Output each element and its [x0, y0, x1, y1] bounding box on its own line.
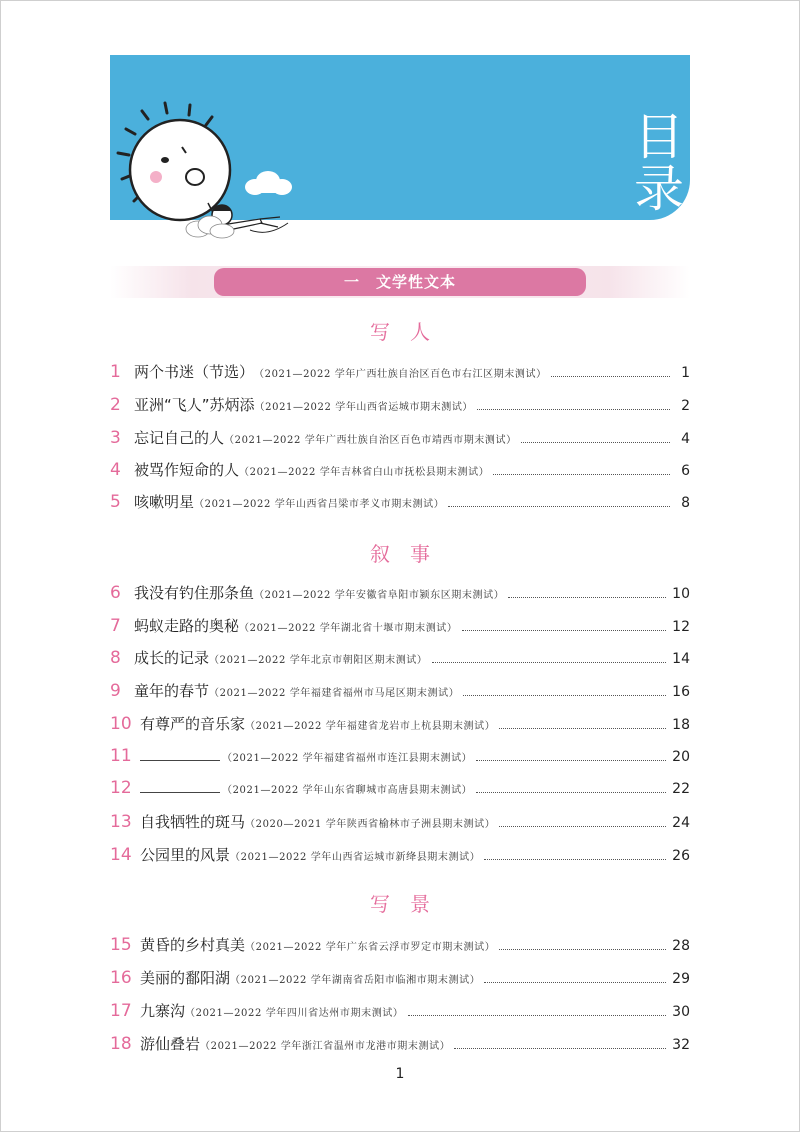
leader-dots	[462, 630, 667, 631]
entry-number: 11	[110, 746, 132, 766]
entry-page: 28	[672, 938, 690, 954]
entry-number: 3	[110, 428, 121, 448]
toc-entry[interactable]	[110, 746, 690, 768]
group-heading-portraits: 写人	[370, 320, 450, 344]
entry-number: 13	[110, 812, 132, 832]
sun-child-illustration	[110, 95, 310, 245]
entry-title: 九寨沟	[140, 1002, 186, 1020]
entry-page: 10	[672, 586, 690, 602]
group-heading-narratives: 叙事	[370, 542, 450, 566]
entry-number: 15	[110, 935, 132, 955]
entry-number: 4	[110, 460, 121, 480]
leader-dots	[521, 442, 670, 443]
entry-source: （2021—2022 学年湖北省十堰市期末测试）	[239, 623, 458, 634]
toc-entry[interactable]	[110, 1033, 690, 1055]
entry-source: （2021—2022 学年山西省吕梁市孝义市期末测试）	[194, 499, 445, 510]
entry-source: （2021—2022 学年山东省聊城市高唐县期末测试）	[222, 785, 473, 796]
toc-entry[interactable]	[110, 680, 690, 702]
entry-page: 29	[672, 971, 690, 987]
entry-number: 12	[110, 778, 132, 798]
entry-title: 忘记自己的人	[134, 429, 225, 447]
entry-title: 公园里的风景	[140, 846, 231, 864]
leader-dots	[508, 597, 666, 598]
leader-dots	[493, 474, 670, 475]
banner-title	[630, 108, 688, 218]
entry-page: 16	[672, 684, 690, 700]
title-blank-line	[140, 778, 220, 793]
entry-page: 6	[681, 463, 690, 479]
entry-number: 9	[110, 681, 121, 701]
entry-page: 14	[672, 651, 690, 667]
toc-entry[interactable]	[110, 934, 690, 956]
toc-entry[interactable]	[110, 778, 690, 800]
entry-number: 14	[110, 845, 132, 865]
entry-page: 18	[672, 717, 690, 733]
toc-entry[interactable]	[110, 491, 690, 513]
entry-page: 30	[672, 1004, 690, 1020]
entry-title: 被骂作短命的人	[134, 461, 240, 479]
toc-entry[interactable]	[110, 361, 690, 383]
entry-page: 22	[672, 781, 690, 797]
entry-title: 两个书迷（节选）	[134, 363, 255, 381]
leader-dots	[463, 695, 666, 696]
entry-source: （2020—2021 学年陕西省榆林市子洲县期末测试）	[245, 819, 496, 830]
entry-source: （2021—2022 学年广西壮族自治区百色市靖西市期末测试）	[224, 435, 517, 446]
leader-dots	[499, 826, 666, 827]
section-title: 一 文学性文本	[214, 268, 586, 296]
entry-source: （2021—2022 学年山西省运城市期末测试）	[254, 402, 474, 413]
entry-number: 6	[110, 583, 121, 603]
entry-number: 16	[110, 968, 132, 988]
leader-dots	[484, 859, 666, 860]
leader-dots	[476, 760, 666, 761]
entry-page: 8	[681, 495, 690, 511]
leader-dots	[484, 982, 666, 983]
toc-entry[interactable]	[110, 427, 690, 449]
toc-entry[interactable]	[110, 647, 690, 669]
entry-page: 2	[681, 398, 690, 414]
entry-title: 自我牺牲的斑马	[140, 813, 246, 831]
entry-page: 1	[681, 365, 690, 381]
leader-dots	[499, 728, 666, 729]
toc-entry[interactable]	[110, 1000, 690, 1022]
leader-dots	[476, 792, 666, 793]
leader-dots	[432, 662, 667, 663]
entry-source: （2021—2022 学年广东省云浮市罗定市期末测试）	[245, 942, 496, 953]
entry-number: 8	[110, 648, 121, 668]
entry-page: 24	[672, 815, 690, 831]
entry-source: （2021—2022 学年福建省龙岩市上杭县期末测试）	[245, 721, 496, 732]
leader-dots	[408, 1015, 667, 1016]
entry-title: 美丽的鄱阳湖	[140, 969, 231, 987]
entry-page: 26	[672, 848, 690, 864]
section-bar-background	[110, 266, 690, 298]
entry-number: 5	[110, 492, 121, 512]
entry-source: （2021—2022 学年安徽省阜阳市颍东区期末测试）	[254, 590, 505, 601]
entry-number: 10	[110, 714, 132, 734]
leader-dots	[499, 949, 666, 950]
entry-title: 黄昏的乡村真美	[140, 936, 246, 954]
entry-page: 32	[672, 1037, 690, 1053]
entry-number: 1	[110, 362, 121, 382]
leader-dots	[551, 376, 670, 377]
leader-dots	[448, 506, 670, 507]
banner-title-char: 目	[634, 108, 684, 166]
entry-number: 17	[110, 1001, 132, 1021]
leader-dots	[477, 409, 670, 410]
entry-title: 亚洲“飞人”苏炳添	[134, 396, 255, 414]
toc-entry[interactable]	[110, 615, 690, 637]
toc-entry[interactable]	[110, 967, 690, 989]
toc-entry[interactable]	[110, 844, 690, 866]
entry-source: （2021—2022 学年福建省福州市马尾区期末测试）	[209, 688, 460, 699]
title-blank-line	[140, 746, 220, 761]
toc-entry[interactable]	[110, 811, 690, 833]
leader-dots	[454, 1048, 666, 1049]
toc-entry[interactable]	[110, 459, 690, 481]
entry-page: 12	[672, 619, 690, 635]
banner-title-char: 录	[634, 160, 684, 218]
entry-title: 童年的春节	[134, 682, 210, 700]
entry-number: 2	[110, 395, 121, 415]
entry-title: 游仙叠岩	[140, 1035, 201, 1053]
entry-source: （2021—2022 学年福建省福州市连江县期末测试）	[222, 753, 473, 764]
entry-title: 成长的记录	[134, 649, 210, 667]
toc-entry[interactable]	[110, 394, 690, 416]
entry-source: （2021—2022 学年北京市朝阳区期末测试）	[209, 655, 428, 666]
toc-entry[interactable]	[110, 713, 690, 735]
entry-page: 20	[672, 749, 690, 765]
entry-number: 18	[110, 1034, 132, 1054]
entry-source: （2021—2022 学年湖南省岳阳市临湘市期末测试）	[230, 975, 481, 986]
entry-title: 蚂蚁走路的奥秘	[134, 617, 240, 635]
entry-title: 我没有钓住那条鱼	[134, 584, 255, 602]
entry-number: 7	[110, 616, 121, 636]
group-heading-scenery: 写景	[370, 892, 450, 916]
entry-source: （2021—2022 学年广西壮族自治区百色市右江区期末测试）	[254, 369, 547, 380]
entry-title: 咳嗽明星	[134, 493, 195, 511]
toc-entry[interactable]	[110, 582, 690, 604]
entry-source: （2021—2022 学年浙江省温州市龙港市期末测试）	[200, 1041, 451, 1052]
entry-source: （2021—2022 学年山西省运城市新绛县期末测试）	[230, 852, 481, 863]
entry-source: （2021—2022 学年四川省达州市期末测试）	[185, 1008, 404, 1019]
entry-title: 有尊严的音乐家	[140, 715, 246, 733]
entry-page: 4	[681, 431, 690, 447]
entry-source: （2021—2022 学年吉林省白山市抚松县期末测试）	[239, 467, 490, 478]
footer-page-number: 1	[395, 1066, 405, 1082]
